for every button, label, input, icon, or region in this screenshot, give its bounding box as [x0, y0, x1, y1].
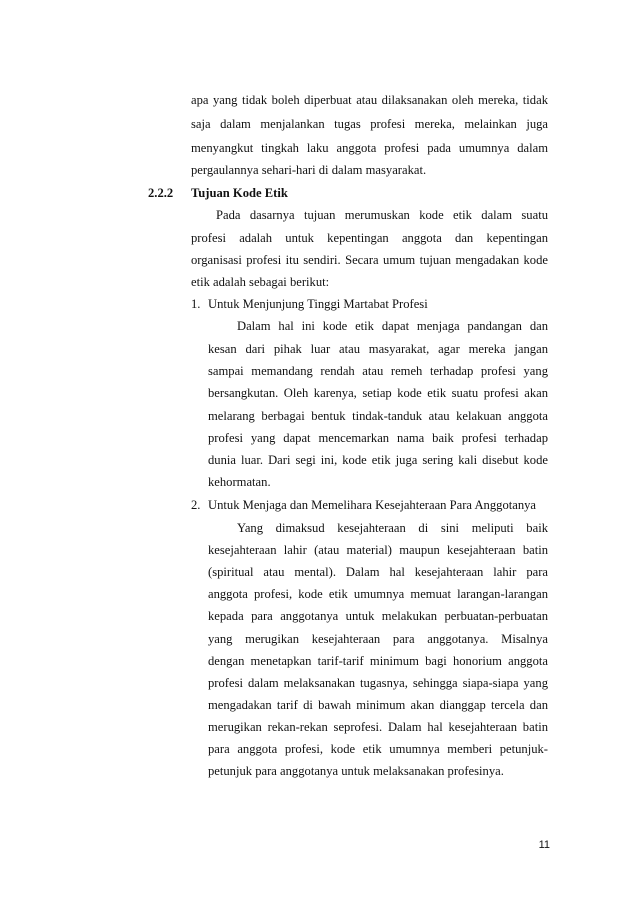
paragraph-line: dunia luar. Dari segi ini, kode etik juga sering kali disebut kode	[208, 453, 548, 467]
paragraph-line: (spiritual atau mental). Dalam hal kesejahteraan lahir para	[208, 565, 548, 579]
paragraph-line: kehormatan.	[208, 475, 271, 489]
paragraph-line: kepada para anggotanya untuk melakukan perbuatan-perbuatan	[208, 609, 548, 623]
paragraph-line: pergaulannya sehari-hari di dalam masyarakat.	[191, 163, 427, 177]
list-number: 1.	[191, 297, 201, 311]
paragraph-line: para anggota profesi, kode etik umumnya memberi petunjuk-	[208, 742, 548, 756]
paragraph-line: kesejahteraan lahir (atau material) maupun kesejahteraan batin	[208, 543, 548, 557]
paragraph-line: melarang berbagai bentuk tindak-tanduk atau kelakuan anggota	[208, 409, 548, 423]
paragraph-line: Dalam hal ini kode etik dapat menjaga pandangan dan	[237, 319, 548, 333]
paragraph-line: petunjuk para anggotanya untuk melaksanakan profesinya.	[208, 764, 504, 778]
paragraph-line: anggota profesi, kode etik umumnya memuat larangan-larangan	[208, 587, 548, 601]
paragraph-line: profesi adalah untuk kepentingan anggota dan kepentingan	[191, 231, 548, 245]
list-number: 2.	[191, 498, 201, 512]
paragraph-line: etik adalah sebagai berikut:	[191, 275, 330, 289]
list-item-title: Untuk Menjunjung Tinggi Martabat Profesi	[208, 297, 428, 311]
paragraph-line: kesan dari pihak luar atau masyarakat, agar mereka jangan	[208, 342, 548, 356]
paragraph-line: apa yang tidak boleh diperbuat atau dilaksanakan oleh mereka, tidak	[191, 93, 548, 107]
paragraph-line: sampai memandang rendah atau remeh terhadap profesi yang	[208, 364, 548, 378]
paragraph-line: yang merugikan kesejahteraan para anggotanya. Misalnya	[208, 632, 548, 646]
paragraph-line: Yang dimaksud kesejahteraan di sini meliputi baik	[237, 521, 548, 535]
section-title: Tujuan Kode Etik	[191, 186, 288, 200]
paragraph-line: bersangkutan. Oleh karenya, setiap kode etik suatu profesi akan	[208, 386, 548, 400]
page-number: 11	[538, 839, 550, 851]
paragraph-line: mengadakan tarif di bawah minimum akan dianggap tercela dan	[208, 698, 548, 712]
paragraph-line: Pada dasarnya tujuan merumuskan kode etik dalam suatu	[216, 208, 548, 222]
section-number: 2.2.2	[148, 186, 174, 200]
paragraph-line: saja dalam menjalankan tugas profesi mereka, melainkan juga	[191, 117, 548, 131]
paragraph-line: profesi dalam melaksanakan tugasnya, sehingga siapa-siapa yang	[208, 676, 548, 690]
paragraph-line: menyangkut tingkah laku anggota profesi pada umumnya dalam	[191, 141, 548, 155]
paragraph-line: merugikan rekan-rekan seprofesi. Dalam hal kesejahteraan batin	[208, 720, 548, 734]
paragraph-line: dengan menetapkan tarif-tarif minimum bagi honorium anggota	[208, 654, 548, 668]
list-item-title: Untuk Menjaga dan Memelihara Kesejahteraan Para Anggotanya	[208, 498, 537, 512]
paragraph-line: organisasi profesi itu sendiri. Secara umum tujuan mengadakan kode	[191, 253, 548, 267]
paragraph-line: profesi yang dapat mencemarkan nama baik profesi terhadap	[208, 431, 548, 445]
